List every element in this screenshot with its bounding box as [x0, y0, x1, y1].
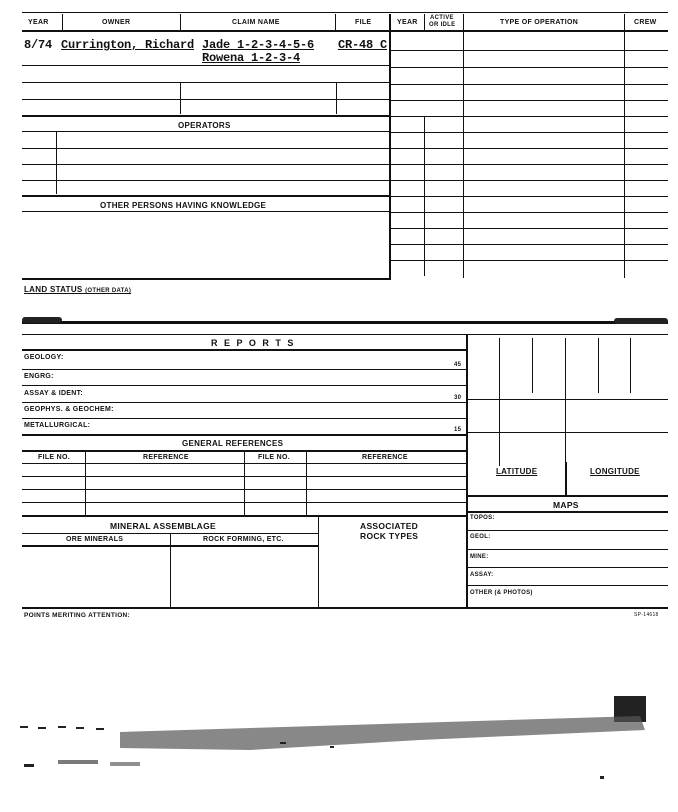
col-year-right: YEAR — [397, 19, 418, 26]
row-line — [390, 180, 668, 181]
coord-tick — [598, 338, 599, 393]
map-geol: GEOL: — [470, 534, 491, 540]
entry-year: 8/74 — [24, 38, 53, 52]
col-divider — [318, 515, 319, 607]
hdr-divider — [624, 14, 625, 30]
col-active: ACTIVE — [430, 15, 454, 21]
hdr-divider — [463, 14, 464, 30]
rock-types-title: ROCK TYPES — [360, 531, 419, 541]
row-line — [390, 196, 668, 197]
col-file: FILE — [355, 19, 372, 26]
maps-title: MAPS — [553, 500, 579, 510]
reports-title: R E P O R T S — [211, 338, 296, 348]
coord-tick — [565, 338, 566, 466]
row-line — [390, 50, 668, 51]
row-line — [467, 399, 668, 400]
col-rock-forming: ROCK FORMING, ETC. — [203, 536, 284, 543]
noise-dash — [58, 726, 66, 728]
col-divider — [463, 30, 464, 278]
row-line — [467, 549, 668, 550]
top-rule — [22, 12, 668, 13]
operators-title: OPERATORS — [178, 121, 231, 130]
report-num: 15 — [454, 427, 462, 433]
row-line — [22, 402, 466, 403]
coord-tick — [532, 338, 533, 393]
row-line — [467, 432, 668, 433]
row-line — [390, 116, 668, 117]
report-num: 45 — [454, 362, 462, 368]
section-rule — [22, 349, 466, 351]
map-topos: TOPOS: — [470, 515, 495, 521]
col-reference-2: REFERENCE — [362, 454, 408, 461]
associated-title: ASSOCIATED — [360, 521, 419, 531]
row-line — [467, 585, 668, 586]
hdr-divider — [62, 14, 63, 30]
col-ore-minerals: ORE MINERALS — [66, 536, 124, 543]
row-divider — [336, 82, 337, 114]
row-line — [390, 100, 668, 101]
land-status-title — [24, 285, 131, 294]
points-meriting-title: POINTS MERITING ATTENTION: — [24, 612, 131, 619]
land-status-label: LAND STATUS — [24, 285, 83, 294]
row-line — [22, 418, 466, 419]
noise-dash — [20, 726, 28, 728]
land-status-sub: (OTHER DATA) — [85, 288, 132, 294]
noise-speck — [330, 746, 334, 748]
section-rule — [467, 511, 668, 513]
row-line — [390, 260, 668, 261]
row-line — [467, 567, 668, 568]
form-number: SP-14618 — [634, 612, 659, 618]
col-divider — [424, 116, 425, 276]
row-line — [22, 82, 389, 83]
general-references-title: GENERAL REFERENCES — [182, 439, 284, 448]
hdr-divider — [424, 14, 425, 30]
col-file-no-2: FILE NO. — [258, 454, 290, 461]
noise-band — [120, 716, 645, 750]
hdr-divider — [180, 14, 181, 30]
row-line — [390, 212, 668, 213]
row-line — [390, 132, 668, 133]
entry-claim-line2: Rowena 1-2-3-4 — [202, 51, 301, 65]
section-rule — [22, 545, 318, 547]
map-mine: MINE: — [470, 554, 489, 560]
map-other: OTHER (& PHOTOS) — [470, 590, 533, 596]
noise-dash — [96, 728, 104, 730]
row-divider — [56, 131, 57, 194]
coord-tick — [499, 338, 500, 466]
noise-speck — [24, 764, 34, 767]
ink-smudge — [614, 318, 668, 324]
col-claim-name: CLAIM NAME — [232, 19, 280, 26]
col-type-operation: TYPE OF OPERATION — [500, 19, 579, 26]
row-line — [22, 148, 389, 149]
mineral-assemblage-title: MINERAL ASSEMBLAGE — [110, 521, 216, 531]
row-line — [390, 228, 668, 229]
section-rule — [22, 115, 389, 117]
row-line — [22, 164, 389, 165]
row-line — [22, 99, 389, 100]
noise-dash — [38, 727, 46, 729]
thick-rule — [22, 321, 668, 324]
noise-speck — [110, 762, 140, 766]
row-line — [22, 211, 389, 212]
coord-divider — [565, 462, 567, 495]
row-line — [390, 67, 668, 68]
latitude-label: LATITUDE — [496, 467, 538, 476]
col-file-no: FILE NO. — [38, 454, 70, 461]
longitude-label: LONGITUDE — [590, 467, 640, 476]
row-line — [22, 65, 389, 66]
report-geology: GEOLOGY: — [24, 354, 64, 361]
noise-speck — [600, 776, 604, 779]
row-line — [390, 244, 668, 245]
row-line — [22, 180, 389, 181]
report-num: 30 — [454, 395, 462, 401]
col-divider — [624, 30, 625, 278]
entry-claim-line1: Jade 1-2-3-4-5-6 — [202, 38, 315, 52]
report-metallurgical: METALLURGICAL: — [24, 422, 91, 429]
col-idle: OR IDLE — [429, 22, 456, 28]
entry-owner: Currington, Richard — [61, 38, 195, 52]
col-year: YEAR — [28, 19, 49, 26]
noise-speck — [280, 742, 286, 744]
map-assay: ASSAY: — [470, 572, 494, 578]
row-line — [467, 530, 668, 531]
noise-speck — [58, 760, 98, 764]
col-crew: CREW — [634, 19, 657, 26]
col-owner: OWNER — [102, 19, 131, 26]
header-rule — [22, 30, 668, 32]
scan-noise — [0, 690, 678, 800]
report-engrg: ENGRG: — [24, 373, 54, 380]
row-line — [390, 164, 668, 165]
row-line — [22, 334, 668, 335]
ink-smudge — [22, 317, 62, 323]
other-persons-title: OTHER PERSONS HAVING KNOWLEDGE — [100, 201, 267, 210]
section-rule — [467, 495, 668, 497]
col-divider — [244, 450, 245, 515]
main-divider — [389, 14, 391, 280]
col-reference: REFERENCE — [143, 454, 189, 461]
row-divider — [180, 82, 181, 114]
section-rule — [22, 434, 466, 436]
section-rule — [22, 195, 389, 197]
entry-file: CR-48 C — [338, 38, 388, 52]
row-line — [390, 84, 668, 85]
col-divider — [306, 450, 307, 515]
section-rule — [22, 515, 466, 517]
coord-tick — [630, 338, 631, 393]
bottom-rule — [22, 607, 668, 609]
noise-dash — [76, 727, 84, 729]
report-assay: ASSAY & IDENT: — [24, 390, 84, 397]
row-line — [22, 369, 466, 370]
row-line — [22, 131, 389, 132]
col-divider — [85, 450, 86, 515]
report-geophys: GEOPHYS. & GEOCHEM: — [24, 406, 114, 413]
row-line — [22, 385, 466, 386]
hdr-divider — [335, 14, 336, 30]
section-rule — [22, 278, 389, 280]
row-line — [390, 148, 668, 149]
